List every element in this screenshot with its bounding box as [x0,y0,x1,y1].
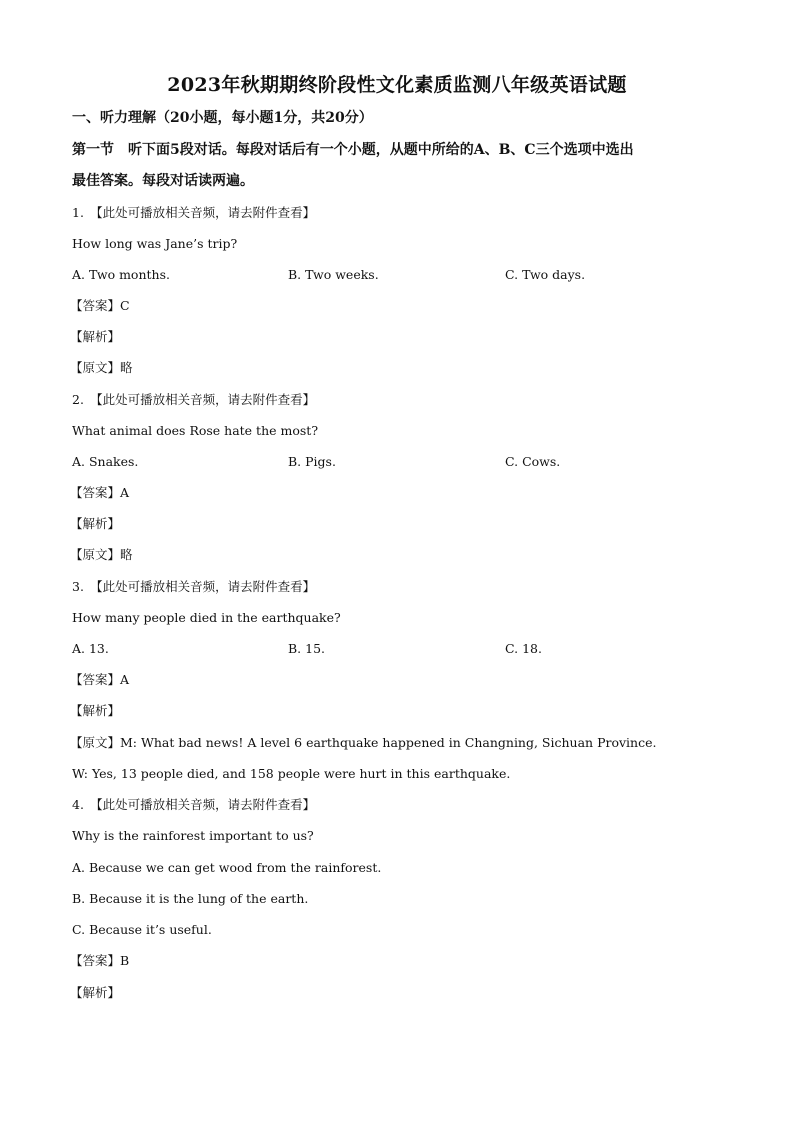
q3-option-a: A. 13. [72,641,109,656]
q4-option-b: B. Because it is the lung of the earth. [72,891,309,906]
q3-analysis: 【解析】 [70,703,121,718]
q3-original-line2: W: Yes, 13 people died, and 158 people were hurt in this earthquake. [72,766,511,781]
q1-original: 【原文】略 [70,360,133,375]
q3-original: 【原文】M: What bad news! A level 6 earthquake happened in Changning, Sichuan Province. [70,735,657,750]
q4-option-a: A. Because we can get wood from the rainforest. [72,860,382,875]
q1-question: How long was Jane’s trip? [72,236,238,251]
page-title: 2023年秋期期终阶段性文化素质监测八年级英语试题 [167,74,627,96]
q1-option-b: B. Two weeks. [288,267,379,282]
q3-option-b: B. 15. [288,641,326,656]
section-heading: 一、听力理解（20小题，每小题1分，共20分） [72,110,373,126]
q2-analysis: 【解析】 [70,516,121,531]
part-instructions-line1: 第一节 听下面5段对话。每段对话后有一个小题，从题中所给的A、B、C三个选项中选出 [72,142,634,158]
q2-option-b: B. Pigs. [288,454,336,469]
q1-answer: 【答案】C [70,298,130,313]
q4-answer: 【答案】B [70,953,130,968]
q2-question: What animal does Rose hate the most? [72,423,319,438]
q4-audio-label[interactable]: 4. 【此处可播放相关音频，请去附件查看】 [72,797,316,812]
q3-option-c: C. 18. [505,641,542,656]
q3-answer: 【答案】A [70,672,130,687]
q4-question: Why is the rainforest important to us? [72,828,314,843]
q2-audio-label[interactable]: 2. 【此处可播放相关音频，请去附件查看】 [72,392,316,407]
q1-audio-label[interactable]: 1. 【此处可播放相关音频，请去附件查看】 [72,205,316,220]
q2-answer: 【答案】A [70,485,130,500]
q2-original: 【原文】略 [70,547,133,562]
q2-option-c: C. Cows. [505,454,561,469]
q3-audio-label[interactable]: 3. 【此处可播放相关音频，请去附件查看】 [72,579,316,594]
q1-analysis: 【解析】 [70,329,121,344]
q4-analysis: 【解析】 [70,985,121,1000]
q4-option-c: C. Because it’s useful. [72,922,212,937]
q1-option-c: C. Two days. [505,267,586,282]
q1-option-a: A. Two months. [72,267,170,282]
part-instructions-line2: 最佳答案。每段对话读两遍。 [72,173,254,189]
q3-question: How many people died in the earthquake? [72,610,341,625]
q2-option-a: A. Snakes. [72,454,139,469]
